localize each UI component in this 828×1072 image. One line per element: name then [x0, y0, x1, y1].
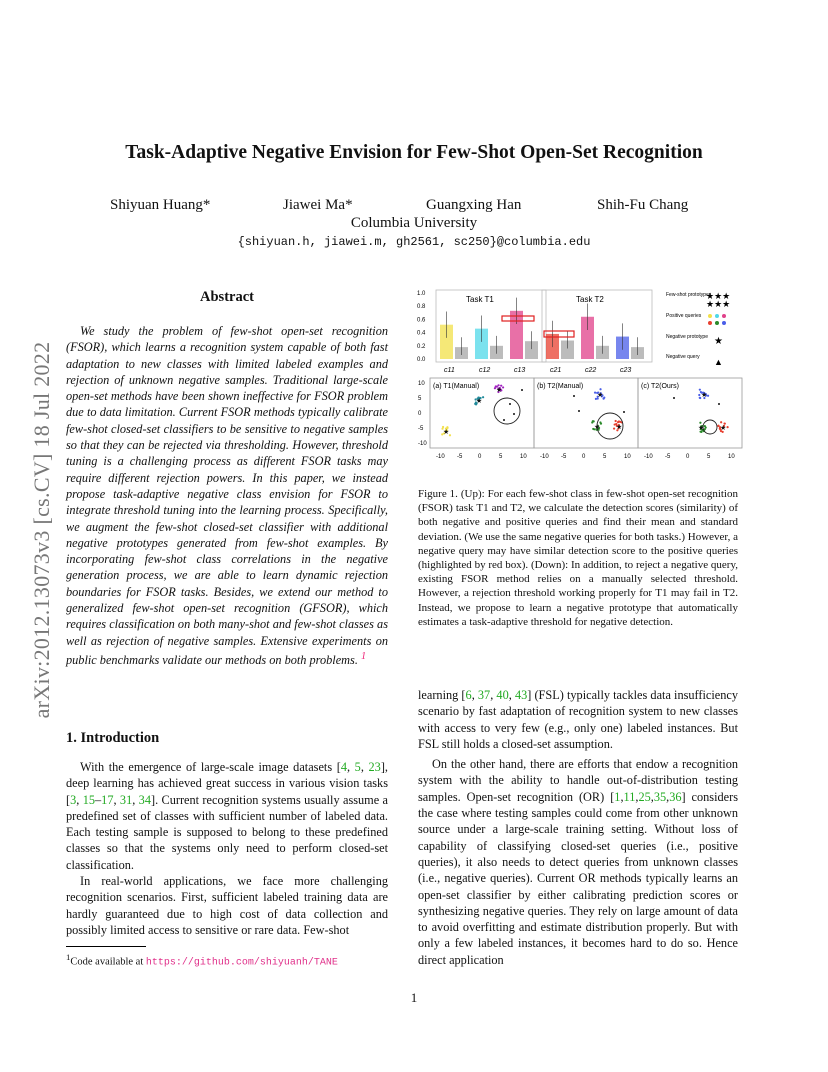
citation-link[interactable]: 17	[101, 792, 114, 807]
scatter-point	[442, 426, 444, 428]
scatter-x-tick: 0	[582, 454, 586, 460]
citation-link[interactable]: 5	[354, 760, 361, 774]
citation-link[interactable]: 37	[477, 688, 491, 702]
negative-query-point	[509, 403, 511, 405]
scatter-x-tick: -10	[436, 454, 445, 460]
scatter-point	[699, 422, 701, 424]
intro-heading: 1. Introduction	[66, 730, 160, 746]
scatter-x-tick: -10	[540, 454, 549, 460]
citation-link[interactable]: 15	[82, 792, 96, 807]
scatter-point	[482, 396, 484, 398]
scatter-point	[617, 421, 619, 423]
abstract-text: We study the problem of few-shot open-set recognition (FSOR), which learns a recognition system capable of both fast adaptation to new classes with limited labeled examples and rejection of unknown negative samples. Traditional large-scale open-set methods have been shown ineffective for FSOR problem due to data limitation. Current FSOR methods typically calibrate few-shot closed-set classifiers to be sensitive to negative samples so that they can be rejected via thresholding. However, threshold tuning is a challenging process as different FSOR tasks may require different rejection powers. In this paper, we instead propose task-adaptive negative class envision for FSOR to integrate threshold tuning into the learning process. Specifically, we augment the few-shot closed-set classifier with additional negative prototypes generated from few-shot examples. By incorporating few-shot class correlations in the negative generation process, we are able to learn dynamic rejection boundaries for FSOR tasks. Besides, we extend our method to generalized few-shot open-set recognition (GFSOR), which requires classification on both many-shot and few-shot classes as well as rejection of negative samples. Extensive experiments on public benchmarks validate our methods on both problems.	[66, 324, 388, 668]
scatter-y-axis	[418, 381, 427, 447]
threshold-circle	[494, 398, 520, 424]
x-category-label: c11	[444, 367, 455, 374]
scatter-point	[594, 391, 596, 393]
figure-legend	[666, 291, 730, 367]
scatter-point	[502, 386, 504, 388]
prototype-star-icon: ★	[701, 392, 708, 399]
body-paragraph: learning [6, 37, 40, 43] (FSL) typically tackles data insufficiency scenario by fast adaptation of recognition system to new classes with access to very few (e.g., only one) labeled instances. But FSL still holds a closed-set assumption.	[418, 688, 739, 751]
intro-paragraph: In real-world applications, we face more challenging recognition scenarios. First, sufficient labeled training data are hardly guaranteed due to high cost of data collection and possibly limited access to sensitive or rare data. Few-shot	[66, 874, 388, 937]
scatter-x-tick: -5	[457, 454, 463, 460]
citation-link[interactable]: 1	[614, 789, 621, 804]
legend-fewshot: Few-shot prototypes	[666, 292, 712, 298]
legend-neg-query: Negative query	[666, 354, 700, 360]
panel-b-label: (b) T2(Manual)	[537, 383, 584, 390]
scatter-point	[720, 421, 722, 423]
scatter-x-tick: 5	[707, 454, 711, 460]
scatter-x-tick: -10	[644, 454, 653, 460]
task2-label: Task T2	[576, 295, 604, 304]
intro-body	[66, 759, 388, 938]
right-column-body	[418, 687, 738, 968]
prototype-star-icon: ★	[496, 387, 503, 394]
star-icon: ★★★	[706, 291, 731, 301]
scatter-point	[726, 426, 728, 428]
scatter-x-tick: -5	[665, 454, 671, 460]
prototype-star-icon: ★	[616, 424, 623, 431]
prototype-star-icon: ★	[698, 425, 705, 432]
arxiv-id: arXiv:2012.13073v3 [cs.CV] 18 Jul 2022	[29, 341, 54, 719]
negative-query-point	[513, 413, 515, 415]
scatter-x-tick: 0	[686, 454, 690, 460]
negative-query-point	[503, 419, 505, 421]
x-category-label: c23	[620, 367, 632, 374]
scatter-x-tick: -5	[561, 454, 567, 460]
scatter-x-tick: 5	[499, 454, 503, 460]
scatter-x-axis	[436, 454, 735, 460]
footnote-divider	[66, 946, 146, 947]
affiliation: Columbia University	[350, 215, 478, 231]
citation-link[interactable]: 6	[465, 688, 472, 702]
y-tick-label: 0.2	[417, 343, 426, 350]
prototype-star-icon: ★	[443, 429, 450, 436]
scatter-point	[599, 388, 601, 390]
x-category-label: c22	[585, 367, 597, 374]
negative-query-point	[623, 411, 625, 413]
footnote-ref[interactable]: 1	[360, 650, 367, 662]
negative-query-point	[718, 403, 720, 405]
prototype-star-icon: ★	[594, 424, 601, 431]
paper-title: Task-Adaptive Negative Envision for Few-Shot Open-Set Recognition	[125, 142, 703, 163]
citation-link[interactable]: 35	[653, 789, 667, 804]
citation-link[interactable]: 40	[496, 688, 509, 702]
page-number: 1	[410, 990, 418, 1005]
y-tick-label: 0.6	[417, 317, 426, 324]
panel-a-label: (a) T1(Manual)	[433, 383, 480, 390]
panel-c-label: (c) T2(Ours)	[641, 383, 679, 390]
code-url-link[interactable]: https://github.com/shiyuanh/TANE	[145, 957, 338, 969]
scatter-x-tick: 10	[520, 454, 527, 460]
footnote: $^1$Code available at https://github.com/shiyuanh/TANE	[66, 952, 338, 969]
task1-label: Task T1	[466, 295, 494, 304]
negative-query-point	[573, 395, 575, 397]
author: Guangxing Han	[426, 197, 522, 213]
citation-link[interactable]: 23	[368, 760, 381, 774]
figure-1	[414, 286, 744, 464]
negative-query-point	[673, 397, 675, 399]
scatter-point	[613, 427, 615, 429]
scatter-y-tick: 5	[418, 396, 422, 402]
arxiv-stamp	[22, 290, 62, 770]
scatter-x-tick: 10	[624, 454, 631, 460]
y-tick-label: 1.0	[417, 291, 426, 297]
x-category-label: c21	[550, 367, 562, 374]
prototype-star-icon: ★	[720, 425, 727, 432]
scatter-x-tick: 5	[603, 454, 607, 460]
author: Shiyuan Huang*	[110, 197, 211, 213]
scatter-point	[619, 421, 621, 423]
abstract-body	[66, 323, 388, 668]
citation-link[interactable]: 3	[70, 792, 77, 807]
citation-link[interactable]: 34	[138, 792, 151, 807]
scatter-point	[699, 389, 701, 391]
citation-link[interactable]: 36	[669, 789, 682, 804]
scatter-points	[441, 384, 729, 436]
scatter-y-tick: -5	[418, 426, 424, 432]
y-tick-label: 0.8	[417, 304, 426, 311]
scatter-point	[615, 420, 617, 422]
x-category-label: c12	[479, 367, 491, 374]
bar-y-axis	[417, 291, 426, 363]
negative-query-point	[578, 410, 580, 412]
figure-caption: Figure 1. (Up): For each few-shot class in few-shot open-set recognition (FSOR) task T1 and T2, we calculate the detection scores (similarity) of both negative and positive queries and find their mean and standard deviation. (We use the same negative queries for both tasks.) However, a negative query may have similar detection score to the positive queries (highlighted by red box). (Down): In addition, to reject a negative query, existing FSOR method relies on a manually selected threshold. However, a rejection threshold working properly for T1 may fail in T2. Instead, we propose to learn a negative prototype that automatically estimates a task-adaptive threshold for negative detection.	[418, 488, 739, 628]
citation-link[interactable]: 4	[340, 760, 347, 774]
author-emails: {shiyuan.h, jiawei.m, gh2561, sc250}@columbia.edu	[237, 235, 591, 249]
scatter-point	[707, 395, 709, 397]
citation-link[interactable]: 11	[623, 789, 636, 804]
legend-neg-proto: Negative prototype	[666, 334, 708, 340]
body-paragraph: On the other hand, there are efforts that endow a recognition system with the ability to handle out-of-distribution testing samples. Open-set recognition (OR) [1,11,25,35,36] considers the case where testing samples could come from other unknown source under a large-scale training setting. Without loss of capability of classifying closed-set queries (i.e., positive queries), it also needs to detect queries from unknown classes (i.e., negative queries). Current OR methods typically learns an open-set classifier by either calibrating prediction scores or synthesizing negative queries. They rely on large amount of data to avoid overfitting and estimate distribution properly. But with only a few labeled instances, it becomes hard to do so. Hence direct application	[418, 757, 738, 967]
author: Jiawei Ma*	[283, 197, 353, 213]
scatter-y-tick: 0	[418, 411, 422, 417]
citation-link[interactable]: 31	[119, 792, 133, 807]
y-tick-label: 0.4	[417, 330, 426, 337]
scatter-point	[592, 420, 594, 422]
x-category-label: c13	[514, 367, 526, 374]
bar-x-axis	[444, 367, 631, 374]
intro-paragraph: With the emergence of large-scale image datasets [4, 5, 23], deep learning has achieved great success in various vision tasks [3, 15–17, 31, 34]. Current recognition systems usually assume a predefined set of classes with sufficient number of labeled data. Each testing sample is supposed to belong to these predefined classes so that the systems only need to perform closed-set classification.	[66, 760, 389, 872]
y-tick-label: 0.0	[417, 357, 426, 363]
star-icon: ★★★	[706, 299, 731, 309]
citation-link[interactable]: 43	[514, 688, 528, 702]
scatter-y-tick: -10	[418, 441, 427, 447]
neg-proto-star-icon: ★	[714, 336, 723, 347]
scatter-point	[603, 397, 605, 399]
prototype-star-icon: ★	[597, 392, 604, 399]
legend-positive: Positive queries	[666, 313, 702, 319]
citation-link[interactable]: 25	[638, 789, 651, 804]
abstract-heading: Abstract	[200, 289, 254, 305]
author: Shih-Fu Chang	[597, 197, 689, 213]
negative-query-point	[521, 389, 523, 391]
scatter-x-tick: 10	[728, 454, 735, 460]
prototype-star-icon: ★	[476, 398, 483, 405]
scatter-x-tick: 0	[478, 454, 482, 460]
triangle-icon: ▲	[714, 357, 723, 367]
scatter-y-tick: 10	[418, 381, 425, 387]
